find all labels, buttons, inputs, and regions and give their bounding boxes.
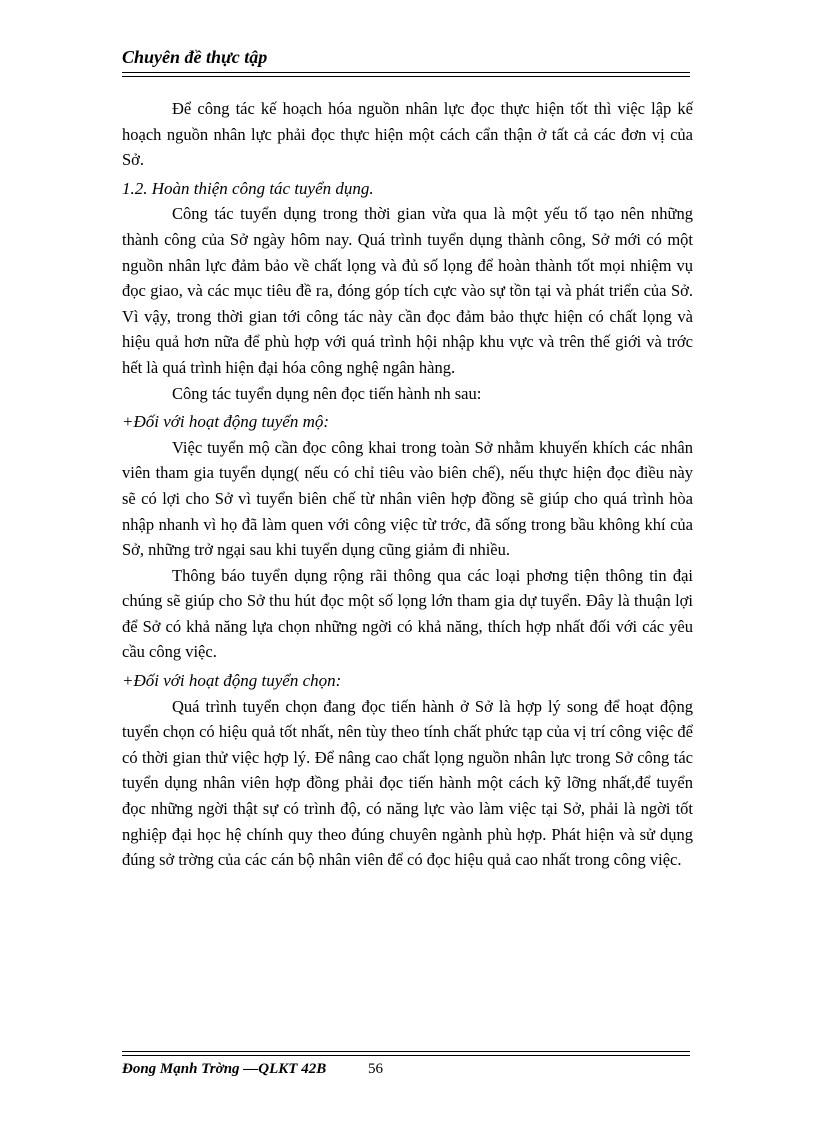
paragraph: Công tác tuyển dụng trong thời gian vừa qua là một yếu tố tạo nên những thành công của Sở ngày hôm nay. Quá trình tuyển dụng thành công, Sở mới có một nguồn nhân lực đảm bảo về chất lọng và đủ số lọng để hoàn thành tốt mọi nhiệm vụ đọc giao, và các mục tiêu đề ra, đóng góp tích cực vào sự tồn tại và phát triển của Sở. Vì vậy, trong thời gian tới công tác này cần đọc đảm bảo thực hiện có chất lọng và hiệu quả hơn nữa để phù hợp với quá trình hội nhập khu vực và trên thế giới và trớc hết là quá trình hiện đại hóa công nghệ ngân hàng. xyxy=(122,204,693,377)
document-body xyxy=(122,96,693,873)
section-heading: 1.2. Hoàn thiện công tác tuyển dụng. xyxy=(122,178,374,198)
header-rule-bottom xyxy=(122,76,690,77)
paragraph: Quá trình tuyển chọn đang đọc tiến hành ở Sở là hợp lý song để hoạt động tuyển chọn có hiệu quả tốt nhất, nên tùy theo tính chất phức tạp của vị trí công việc để có thời gian thử việc hợp lý. Để nâng cao chất lọng nguồn nhân lực trong Sở công tác tuyển dụng nhân viên hợp đồng phải đọc tiến hành một cách kỹ lỡng nhất,để tuyển đọc những ngời thật sự có trình độ, có năng lực vào làm việc tại Sở, phải là ngời tốt nghiệp đại học hệ chính quy theo đúng chuyên ngành phù hợp. Phát hiện và sử dụng đúng sở trờng của các cán bộ nhân viên để có đọc hiệu quả cao nhất trong công việc. xyxy=(122,696,693,870)
header-rule-top xyxy=(122,72,690,73)
subsection-heading: +Đối với hoạt động tuyển chọn: xyxy=(122,671,342,691)
page-number: 56 xyxy=(367,1061,383,1077)
paragraph: Để công tác kế hoạch hóa nguồn nhân lực đọc thực hiện tốt thì việc lập kế hoạch nguồn nhân lực phải đọc thực hiện một cách cẩn thận ở tất cả các đơn vị của Sở. xyxy=(122,99,693,170)
paragraph: Công tác tuyển dụng nên đọc tiến hành nh sau: xyxy=(172,383,482,403)
paragraph: Thông báo tuyển dụng rộng rãi thông qua các loại phơng tiện thông tin đại chúng sẽ giúp cho Sở thu hút đọc một số lọng lớn tham gia dự tuyển. Đây là thuận lợi để Sở có khả năng lựa chọn những ngời có khả năng, thích hợp nhất đối với các yêu cầu công việc. xyxy=(122,565,693,662)
subsection-heading: +Đối với hoạt động tuyển mộ: xyxy=(122,412,330,432)
footer-rule-bottom xyxy=(122,1055,690,1056)
page-header-title: Chuyên đề thực tập xyxy=(122,47,268,67)
paragraph: Việc tuyển mộ cần đọc công khai trong toàn Sở nhằm khuyến khích các nhân viên tham gia tuyển dụng( nếu có chỉ tiêu vào biên chế), nếu thực hiện đọc điều này sẽ có lợi cho Sở vì tuyển biên chế từ nhân viên hợp đồng sẽ giúp cho quá trình hòa nhập nhanh vì họ đã làm quen với công việc từ trớc, đã sống trong bầu không khí của Sở, những trở ngại sau khi tuyển dụng cũng giảm đi nhiều. xyxy=(122,437,693,560)
page-footer xyxy=(122,1061,383,1078)
footer-rule-top xyxy=(122,1051,690,1052)
footer-author: Đong Mạnh Trờng —QLKT 42B xyxy=(122,1061,327,1077)
